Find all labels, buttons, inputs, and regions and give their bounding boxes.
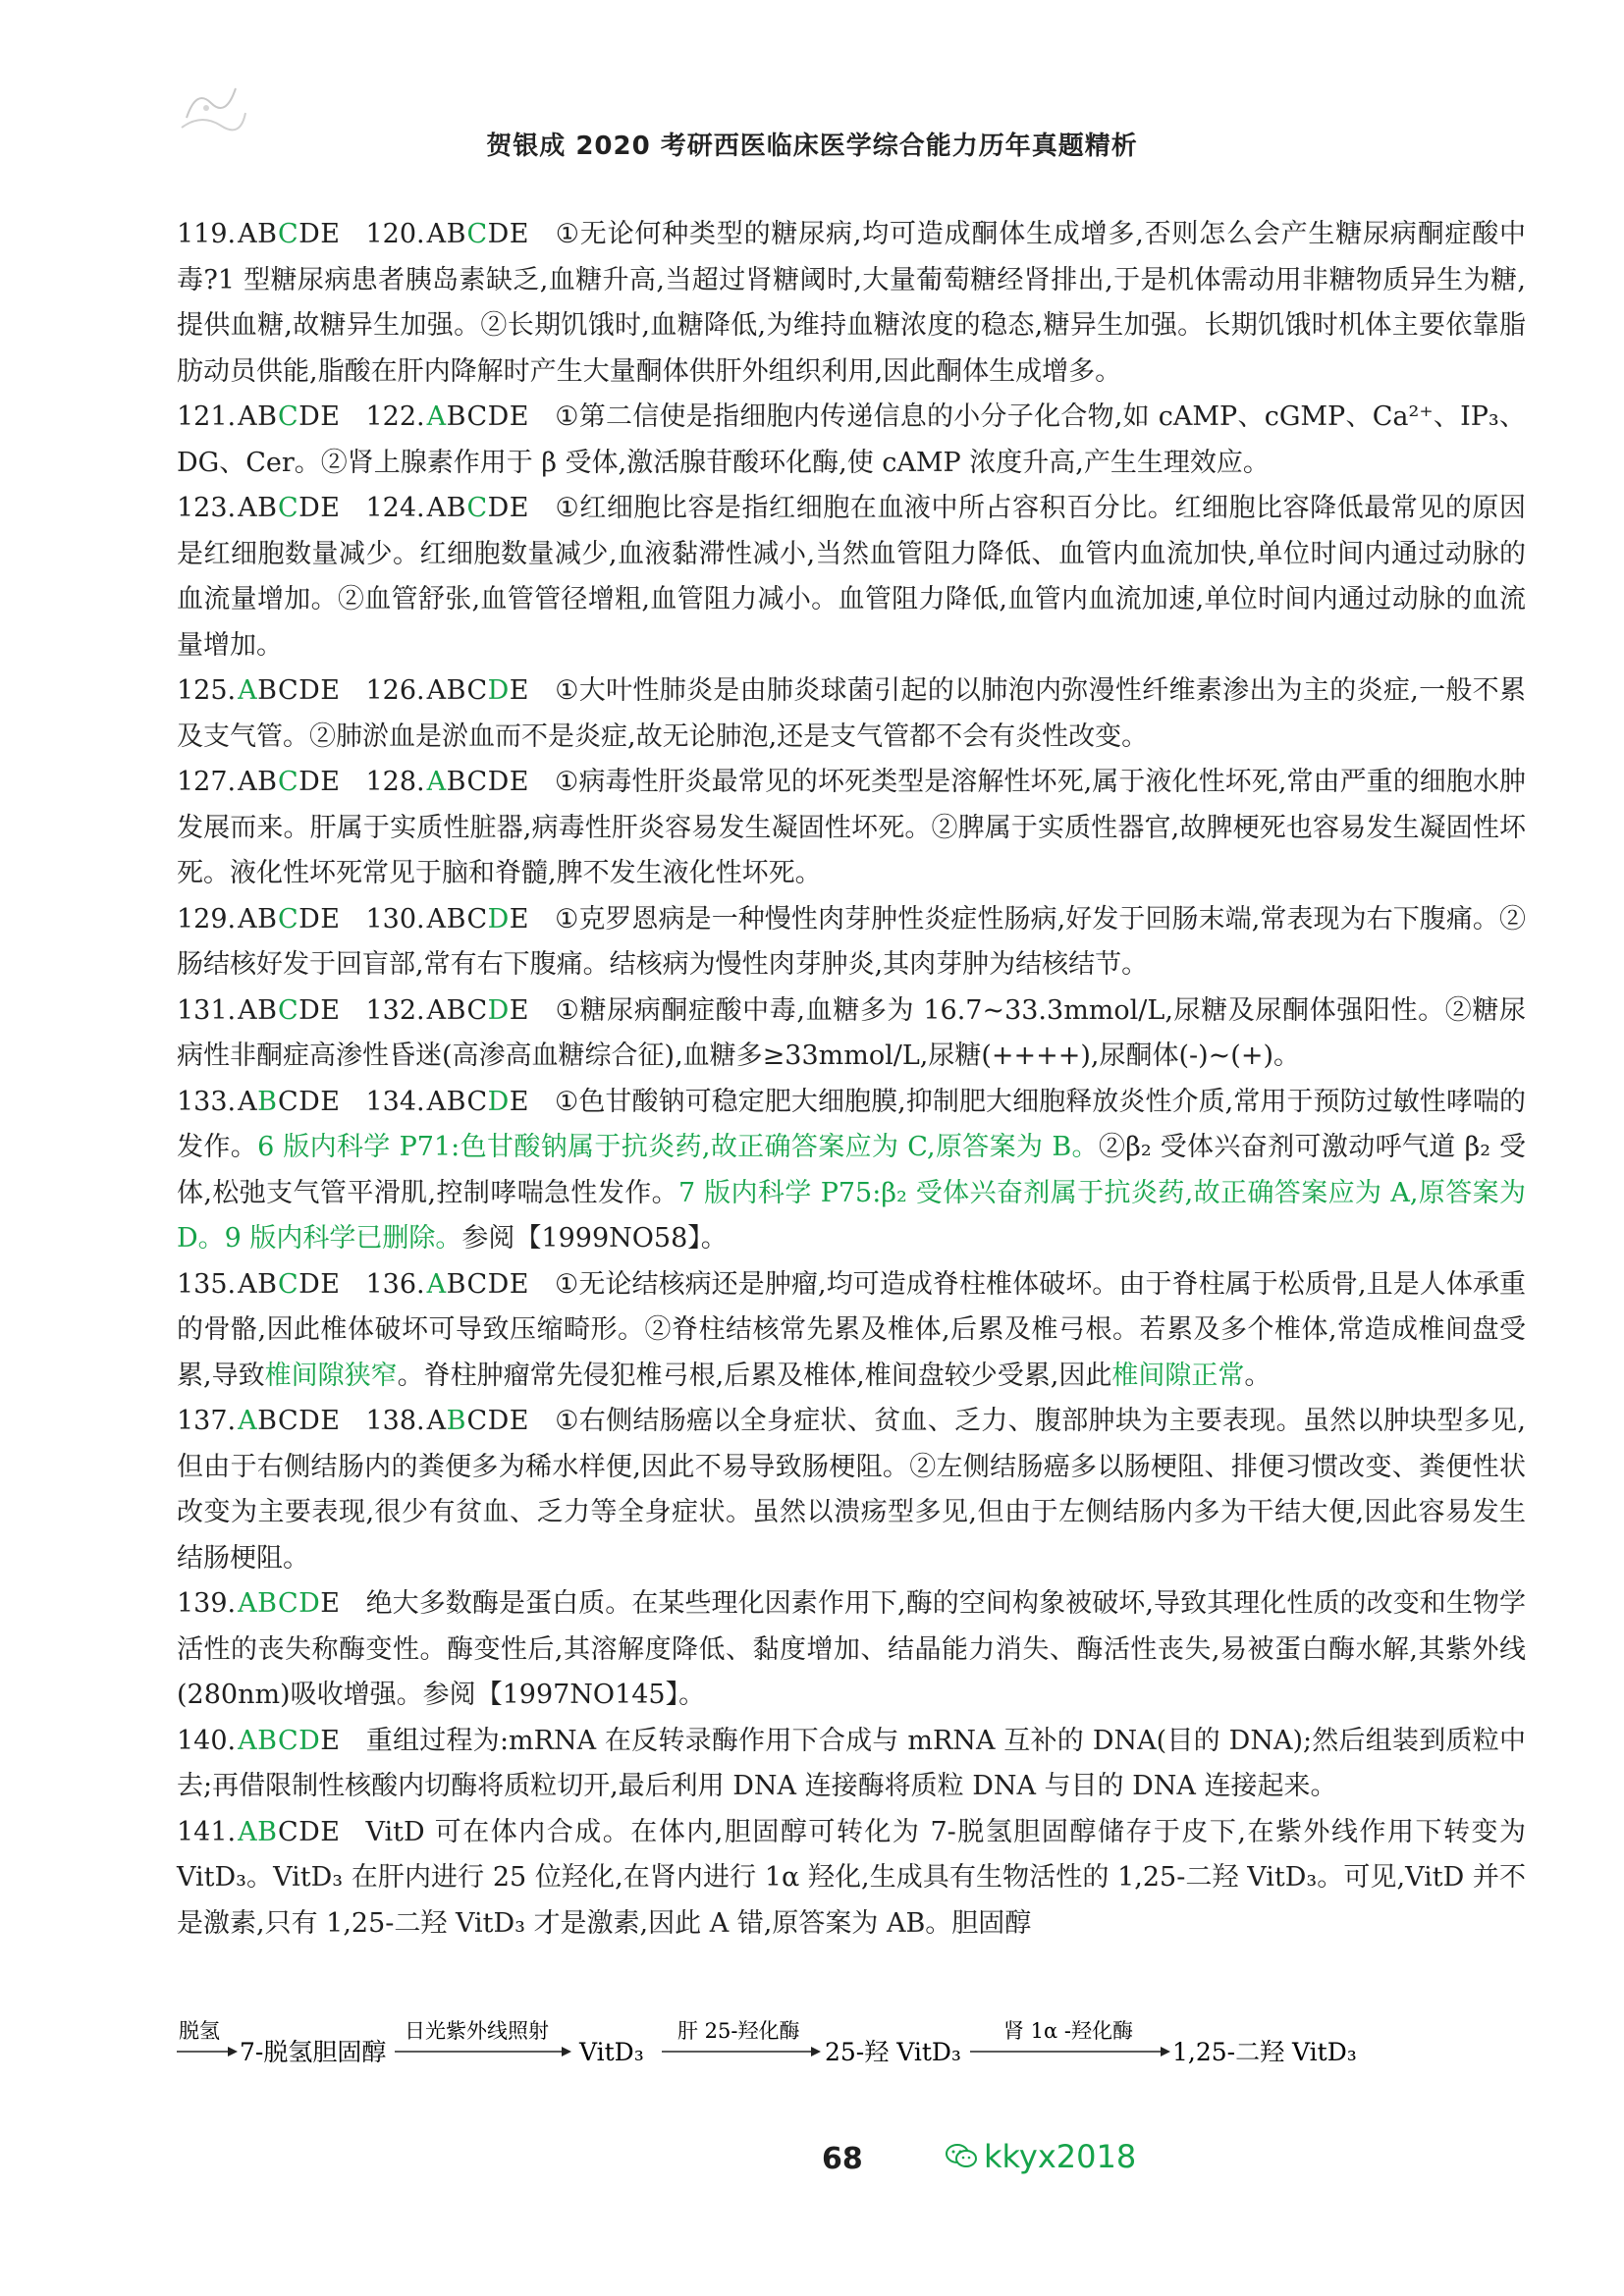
correct-answer-letter: C [277,767,299,797]
question-number: 121. [177,401,237,432]
question-number: 119. [177,219,237,249]
answer-letter: ABC [426,994,488,1026]
edition-note: 6 版内科学 P71:色甘酸钠属于抗炎药,故正确答案应为 C,原答案为 B。 [257,1132,1099,1162]
answer-letter: A [426,1406,447,1436]
pathway-step0-label: 脱氢 [179,2019,220,2043]
correct-answer-letter: D [487,903,510,934]
answer-letters [238,219,340,249]
answer-entry [177,668,1526,760]
answer-letters [427,675,529,706]
correct-answer-letter: A [426,1268,447,1300]
answer-letter: BCDE [257,675,341,706]
correct-answer-letter: A [426,767,447,797]
answer-letters [427,1406,529,1436]
explanation-text: ②β₂ 受体兴奋剂可激动呼气道 β₂ 受体,松弛支气管平滑肌,控制哮喘急性发作。 [177,1132,1526,1208]
answer-entry [177,1399,1526,1581]
answer-entry [177,1810,1526,1948]
answer-letters [427,995,529,1026]
answer-letter: BCDE [257,1406,341,1436]
pathway-step3-label: 肾 1α -羟化酶 [1003,2019,1133,2043]
answer-letter: A [238,1086,258,1117]
answer-letter: DE [298,401,341,432]
answer-letter: DE [298,219,341,249]
answer-letter: BCDE [446,401,529,432]
pathway-node1: 7-脱氢胆固醇 [240,2038,387,2066]
explanation-text: ①无论结核病还是肿瘤,均可造成脊柱椎体破坏。由于脊柱属于松质骨,且是人体承重的骨骼,因此椎体破坏可导致压缩畸形。②脊柱结核常先累及椎体,后累及椎弓根。若累及多个椎体,常造成椎间盘受累,导致 [177,1268,1526,1391]
pathway-arrow-0 [177,2047,238,2056]
answer-letter: DE [298,767,341,797]
answer-letter: DE [298,493,341,523]
explanation-text: ①无论何种类型的糖尿病,均可造成酮体生成增多,否则怎么会产生糖尿病酮症酸中毒?1 型糖尿病患者胰岛素缺乏,血糖升高,当超过肾糖阈时,大量葡萄糖经肾排出,于是机体需动用非糖物质异生为糖,提供血糖,故糖异生加强。②长期饥饿时,血糖降低,为维持血糖浓度的稳态,糖异生加强。长期饥饿时机体主要依靠脂肪动员供能,脂酸在肝内降解时产生大量酮体供肝外组织利用,因此酮体生成增多。 [177,219,1526,387]
explanation-text: ①红细胞比容是指红细胞在血液中所占容积百分比。红细胞比容降低最常见的原因是红细胞数量减少。红细胞数量减少,血液黏滞性减小,当然血管阻力降低、血管内血流加快,单位时间内通过动脉的血流量增加。②血管舒张,血管管径增粗,血管阻力减小。血管阻力降低,血管内血流加速,单位时间内通过动脉的血流量增加。 [177,493,1526,661]
question-number: 135. [177,1268,237,1300]
explanation-text: ①糖尿病酮症酸中毒,血糖多为 16.7~33.3mmol/L,尿糖及尿酮体强阳性。②糖尿病性非酮症高渗性昏迷(高渗高血糖综合征),血糖多≥33mmol/L,尿糖(++++),尿酮体(-)~(+)。 [177,994,1526,1071]
question-number: 136. [365,1268,425,1300]
correct-answer-letter: D [487,994,510,1026]
answer-letter: ABC [426,675,488,706]
answer-letter: ABC [426,903,488,934]
explanation-text: ①克罗恩病是一种慢性肉芽肿性炎症性肠病,好发于回肠末端,常表现为右下腹痛。②肠结核好发于回盲部,常有右下腹痛。结核病为慢性肉芽肿炎,其肉芽肿为结核结节。 [177,903,1526,980]
answer-letter: DE [487,493,529,523]
explanation-text: 。 [1244,1360,1272,1391]
answer-letter: AB [238,767,278,797]
answer-letter: E [509,1086,529,1117]
answer-entry [177,212,1526,395]
page-header-title: 贺银成 2020 考研西医临床医学综合能力历年真题精析 [486,132,1138,161]
answer-letter: DE [298,994,341,1026]
correct-answer-letter: C [466,493,488,523]
answer-entry [177,1262,1526,1400]
explanation-text: 参阅【1999NO58】。 [461,1223,728,1254]
answer-letter: E [320,1725,341,1756]
correct-answer-letter: ABCD [238,1588,321,1619]
answer-letter: DE [487,219,529,249]
explanation-text: ①色甘酸钠可稳定肥大细胞膜,抑制肥大细胞释放炎性介质,常用于预防过敏性哮喘的发作。 [177,1086,1526,1162]
question-number: 132. [365,994,425,1026]
answer-letters [427,219,529,249]
answer-letter: E [509,675,529,706]
answer-letter: E [509,903,529,934]
pathway-node2: VitD₃ [579,2038,644,2066]
correct-answer-letter: C [277,903,299,934]
pathway-arrow-2 [662,2047,821,2056]
question-number: 138. [365,1406,425,1436]
question-number: 128. [365,767,425,797]
correct-answer-letter: D [487,675,510,706]
answer-letter: DE [298,1268,341,1300]
answer-letters [238,1817,340,1847]
explanation-text: ①右侧结肠癌以全身症状、贫血、乏力、腹部肿块为主要表现。虽然以肿块型多见,但由于右侧结肠内的粪便多为稀水样便,因此不易导致肠梗阻。②左侧结肠癌多以肠梗阻、排便习惯改变、粪便性状改变为主要表现,很少有贫血、乏力等全身症状。虽然以溃疡型多见,但由于左侧结肠内多为干结大便,因此容易发生结肠梗阻。 [177,1406,1526,1574]
answer-letter: AB [426,219,467,249]
answer-letters [427,493,529,523]
question-number: 129. [177,903,237,934]
question-number: 133. [177,1086,237,1117]
answer-letter: CDE [277,1086,341,1117]
answer-entry [177,395,1526,486]
question-number: 139. [177,1588,237,1619]
answer-letter: AB [238,1268,278,1300]
answer-letter: AB [426,493,467,523]
answer-letters [427,904,529,934]
answer-letters [238,1588,340,1619]
answer-letter: AB [238,994,278,1026]
answer-letter: CDE [277,1816,341,1847]
explanation-text: ①第二信使是指细胞内传递信息的小分子化合物,如 cAMP、cGMP、Ca²⁺、IP₃、DG、Cer。②肾上腺素作用于 β 受体,激活腺苷酸环化酶,使 cAMP 浓度升高,产生生理效应。 [177,401,1526,478]
answer-letter: E [320,1588,341,1619]
answer-entry [177,1581,1526,1719]
answer-letter: BCDE [446,767,529,797]
pathway-arrow-3 [970,2047,1170,2056]
correct-answer-letter: B [257,1086,278,1117]
answer-letters [238,401,340,432]
answer-letters [427,1269,529,1300]
question-number: 140. [177,1725,237,1756]
pathway-step2-label: 肝 25-羟化酶 [677,2019,800,2043]
answer-letter: BCDE [446,1268,529,1300]
pathway-step1-label: 日光紫外线照射 [405,2019,549,2043]
explanation-text: VitD 可在体内合成。在体内,胆固醇可转化为 7-脱氢胆固醇储存于皮下,在紫外线作用下转变为 VitD₃。VitD₃ 在肝内进行 25 位羟化,在肾内进行 1α 羟化,生成具有生物活性的 1,25-二羟 VitD₃。可见,VitD 并不是激素,只有 1,25-二羟 VitD₃ 才是激素,因此 A 错,原答案为 AB。胆固醇 [177,1816,1526,1939]
answer-letters [238,493,340,523]
question-number: 124. [365,493,425,523]
answer-letters [427,1087,529,1117]
question-number: 123. [177,493,237,523]
page-number: 68 [822,2142,863,2176]
explanation-text: 绝大多数酶是蛋白质。在某些理化因素作用下,酶的空间构象被破坏,导致其理化性质的改变和生物学活性的丧失称酶变性。酶变性后,其溶解度降低、黏度增加、结晶能力消失、酶活性丧失,易被蛋白酶水解,其紫外线(280nm)吸收增强。参阅【1997NO145】。 [177,1588,1526,1710]
answer-entry [177,897,1526,988]
pathway-node4: 1,25-二羟 VitD₃ [1172,2038,1357,2066]
answer-letter: ABC [426,1086,488,1117]
question-number: 127. [177,767,237,797]
explanation-text: 重组过程为:mRNA 在反转录酶作用下合成与 mRNA 互补的 DNA(目的 DNA);然后组装到质粒中去;再借限制性核酸内切酶将质粒切开,最后利用 DNA 连接酶将质粒 DNA 与目的 DNA 连接起来。 [177,1725,1526,1801]
answer-letter: AB [238,401,278,432]
vitd-pathway [177,2002,1526,2081]
correct-answer-letter: C [277,493,299,523]
correct-answer-letter: A [426,401,447,432]
correct-answer-letter: C [277,401,299,432]
answer-letters [427,767,529,797]
explanation-text: ①大叶性肺炎是由肺炎球菌引起的以肺泡内弥漫性纤维素渗出为主的炎症,一般不累及支气管。②肺淤血是淤血而不是炎症,故无论肺泡,还是支气管都不会有炎性改变。 [177,675,1526,752]
answer-entry [177,988,1526,1080]
correct-answer-letter: C [277,994,299,1026]
answer-letter: CDE [466,1406,529,1436]
correct-answer-letter: C [277,219,299,249]
pathway-arrow-1 [395,2047,571,2056]
correct-answer-letter: AB [238,1816,278,1847]
correct-answer-letter: A [238,1406,258,1436]
answer-entry [177,1719,1526,1810]
wechat-icon [945,2140,978,2177]
question-number: 120. [365,219,425,249]
answer-letters [238,1087,340,1117]
answer-letters [238,904,340,934]
question-number: 130. [365,903,425,934]
question-number: 125. [177,675,237,706]
correct-answer-letter: A [238,675,258,706]
correct-answer-letter: D [487,1086,510,1117]
correct-answer-letter: ABCD [238,1725,321,1756]
answer-letter: DE [298,903,341,934]
watermark [945,2138,1136,2177]
edition-note: 7 版内科学 P75:β₂ 受体兴奋剂属于抗炎药,故正确答案应为 A,原答案为 D。9 版内科学已删除。 [177,1177,1526,1254]
question-number: 141. [177,1816,237,1847]
answer-letter: AB [238,903,278,934]
answer-entry [177,760,1526,897]
watermark-text: kkyx2018 [984,2138,1137,2175]
answer-letters [238,767,340,797]
correct-answer-letter: C [277,1268,299,1300]
answer-letter: AB [238,219,278,249]
answer-letters [238,1726,340,1756]
edition-note: 椎间隙正常 [1111,1360,1245,1391]
question-number: 131. [177,994,237,1026]
answer-letters [238,1269,340,1300]
answer-explanations [177,212,1526,1947]
edition-note: 椎间隙狭窄 [264,1360,398,1391]
answer-letters [238,675,340,706]
answer-letters [238,1406,340,1436]
explanation-text: ①病毒性肝炎最常见的坏死类型是溶解性坏死,属于液化性坏死,常由严重的细胞水肿发展而来。肝属于实质性脏器,病毒性肝炎容易发生凝固性坏死。②脾属于实质性器官,故脾梗死也容易发生凝固性坏死。液化性坏死常见于脑和脊髓,脾不发生液化性坏死。 [177,767,1526,888]
question-number: 134. [365,1086,425,1117]
answer-entry [177,486,1526,668]
pathway-node3: 25-羟 VitD₃ [825,2038,961,2066]
correct-answer-letter: C [466,219,488,249]
correct-answer-letter: B [446,1406,467,1436]
answer-entry [177,1080,1526,1262]
question-number: 122. [365,401,425,432]
answer-letter: E [509,994,529,1026]
answer-letter: AB [238,493,278,523]
answer-letters [427,401,529,432]
question-number: 137. [177,1406,237,1436]
explanation-text: 。脊柱肿瘤常先侵犯椎弓根,后累及椎体,椎间盘较少受累,因此 [397,1360,1112,1391]
question-number: 126. [365,675,425,706]
answer-letters [238,995,340,1026]
